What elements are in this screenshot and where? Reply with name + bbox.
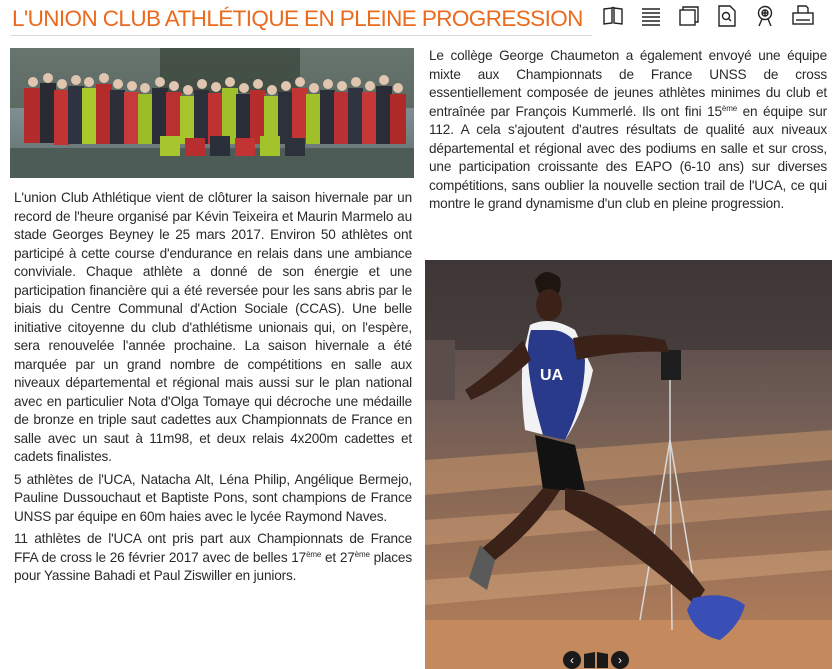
article-header xyxy=(0,0,834,44)
reader-toolbar xyxy=(600,2,816,34)
left-column-text xyxy=(14,189,412,590)
next-page-button[interactable]: › xyxy=(611,651,629,669)
title-underline xyxy=(10,35,592,36)
article-title: L'UNION CLUB ATHLÉTIQUE EN PLEINE PROGRESSION xyxy=(12,6,583,31)
paragraph-cross-championships: 11 athlètes de l'UCA ont pris part aux Championnats de France FFA de cross le 26 février 2017 avec de belles 17ème et 27ème places pour Yassine Bahadi et Paul Ziswiller en juniors. xyxy=(14,531,412,583)
right-column-text xyxy=(429,47,827,218)
paragraph-college-team: Le collège George Chaumeton a également envoyé une équipe mixte aux Championnats de France UNSS de cross essentiellement composée de jeunes athlètes minimes du club et entraînée par François Kummerlé. Ils ont fini 15ème en équipe sur 112. A cela s'ajoutent d'autres résultats de qualité aux niveaux départemental et régional avec des podiums en salle et sur cross, une participation croissante des EAPO (6-10 ans) sur diverses compétitions, sans oublier la nouvelle section trail de l'UCA, ce qui montre le grand dynamisme d'un club en pleine progression. xyxy=(429,48,827,211)
prev-page-button[interactable]: ‹ xyxy=(563,651,581,669)
pages-icon[interactable] xyxy=(676,2,702,30)
list-icon[interactable] xyxy=(638,2,664,30)
team-group-photo xyxy=(10,48,414,178)
book-icon[interactable] xyxy=(600,2,626,30)
zoom-icon[interactable] xyxy=(752,2,778,30)
search-icon[interactable] xyxy=(714,2,740,30)
triple-jump-athlete-photo xyxy=(425,260,832,669)
paragraph-unss-champions: 5 athlètes de l'UCA, Natacha Alt, Léna Philip, Angélique Bermejo, Pauline Dussouchaut et Baptiste Pons, sont champions de France UNSS par équipe en 60m haies avec le lycée Raymond Naves. xyxy=(14,471,412,524)
page-navigation xyxy=(562,650,630,669)
print-icon[interactable] xyxy=(790,2,816,30)
shirt-lettering: UA xyxy=(540,367,564,384)
paragraph-season-summary: L'union Club Athlétique vient de clôturer la saison hivernale par un record de l'heure organisé par Kévin Teixeira et Maurin Marmelo au stade Georges Beyney le 25 mars 2017. Environ 50 athlètes ont participé à cette course d'endurance en relais dans une ambiance conviviale. Chaque athlète a donné de son énergie et une participation financière qui a été reversée pour les sans abris par le biais du Centre Communal d'Action Sociale (CCAS). Une belle initiative citoyenne du club d'athlétisme unionais qui, on l'espère, sera renouvelée l'année prochaine. La saison hivernale a été marquée par un grand nombre de compétitions en salle aux niveaux départemental et régional mais aussi sur le plan national avec en particulier Nota d'Olga Tomaye qui décroche une médaille de bronze en triple saut cadettes aux Championnats de France en salle avec un saut à 11m98, et deux relais 4x200m cadettes et cadets finalistes. xyxy=(14,190,412,464)
book-icon[interactable] xyxy=(583,651,609,669)
